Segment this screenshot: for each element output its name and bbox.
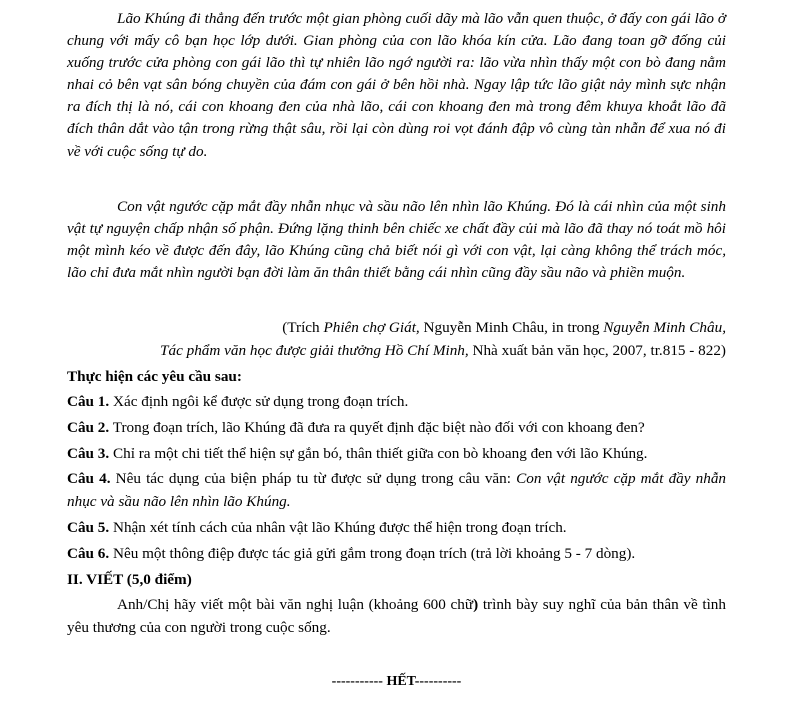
writing-section-heading: II. VIẾT (5,0 điểm) xyxy=(67,571,192,588)
writing-prompt-part-2: trình bày suy nghĩ của bản thân về tình yêu thương của con người trong cuộc sống. xyxy=(67,596,726,636)
question-2 xyxy=(67,417,726,439)
passage-paragraph-1: Lão Khúng đi thẳng đến trước một gian phòng cuối dãy mà lão vẫn quen thuộc, ở đấy con gái lão ở chung với mấy cô bạn học lớp dưới. Gian phòng của con lão khóa kín cửa. Lão đang toan gỡ đống củi xuống trước cửa phòng con gái lão thì tự nhiên lão ngớ người ra: lão vừa nhìn thấy một con bò đang nằm nhai cỏ bên vạt sân bóng chuyền của đám con gái ở bên hồi nhà. Ngay lập tức lão giật nảy mình sực nhận ra đích thị là nó, cái con khoang đen của nhà lão, cái con khoang đen mà trong đêm khuya khoắt lão đã đích thân dắt vào tận trong rừng thật sâu, rồi lại còn dùng roi vọt đánh đập vô cùng tàn nhẫn để xua nó đi về với cuộc sống tự do. xyxy=(67,10,726,160)
writing-prompt-paren: ) xyxy=(473,596,479,613)
question-6-label: Câu 6. xyxy=(67,545,110,562)
question-6 xyxy=(67,543,726,565)
citation-collection-title: Nguyễn Minh Châu, xyxy=(603,319,726,336)
question-2-label: Câu 2. xyxy=(67,419,110,436)
question-3 xyxy=(67,443,726,465)
citation-collection-subtitle: Tác phẩm văn học được giải thưởng Hồ Chí Minh, xyxy=(160,342,469,359)
question-4 xyxy=(67,468,726,513)
end-marker: ----------- HẾT---------- xyxy=(331,674,462,689)
question-2-text: Trong đoạn trích, lão Khúng đã đưa ra quyết định đặc biệt nào đối với con khoang đen? xyxy=(109,419,645,436)
writing-prompt xyxy=(67,594,726,639)
source-citation-line-1 xyxy=(282,317,726,339)
source-citation-line-2 xyxy=(160,340,726,362)
citation-author: Nguyễn Minh Châu, in trong xyxy=(419,319,604,336)
question-4-text: Nêu tác dụng của biện pháp tu từ được sử dụng trong câu văn: xyxy=(110,470,517,487)
question-4-label: Câu 4. xyxy=(67,470,111,487)
citation-work-title: Phiên chợ Giát, xyxy=(323,319,420,336)
question-5 xyxy=(67,517,726,539)
writing-prompt-part-1: Anh/Chị hãy viết một bài văn nghị luận (khoảng 600 chữ xyxy=(117,596,474,613)
question-1 xyxy=(67,391,726,413)
question-5-label: Câu 5. xyxy=(67,519,110,536)
citation-publisher: Nhà xuất bản văn học, 2007, tr.815 - 822) xyxy=(468,342,726,359)
question-3-label: Câu 3. xyxy=(67,445,110,462)
question-3-text: Chỉ ra một chi tiết thể hiện sự gắn bó, thân thiết giữa con bò khoang đen với lão Khúng. xyxy=(109,445,648,462)
question-1-label: Câu 1. xyxy=(67,393,110,410)
citation-prefix: (Trích xyxy=(282,319,324,336)
question-4-quote: Con vật ngước cặp mắt đầy nhẫn nhục và sầu não lên nhìn lão Khúng. xyxy=(67,470,727,510)
question-5-text: Nhận xét tính cách của nhân vật lão Khúng được thể hiện trong đoạn trích. xyxy=(109,519,567,536)
tasks-heading: Thực hiện các yêu cầu sau: xyxy=(67,368,242,385)
question-1-text: Xác định ngôi kể được sử dụng trong đoạn trích. xyxy=(109,393,409,410)
passage-paragraph-2: Con vật ngước cặp mắt đầy nhẫn nhục và sầu não lên nhìn lão Khúng. Đó là cái nhìn của một sinh vật tự nguyện chấp nhận số phận. Đứng lặng thinh bên chiếc xe chất đầy củi mà lão đã thay nó toát mồ hôi một mình kéo về được đến đây, lão Khúng cũng chả biết nói gì với con vật, lại càng không thể trách móc, lão chỉ đưa mắt nhìn người bạn đời làm ăn thân thiết bằng cái nhìn cũng đầy sầu não và phiền muộn. xyxy=(67,198,726,282)
question-6-text: Nêu một thông điệp được tác giả gửi gắm trong đoạn trích (trả lời khoảng 5 - 7 dòng). xyxy=(109,545,636,562)
